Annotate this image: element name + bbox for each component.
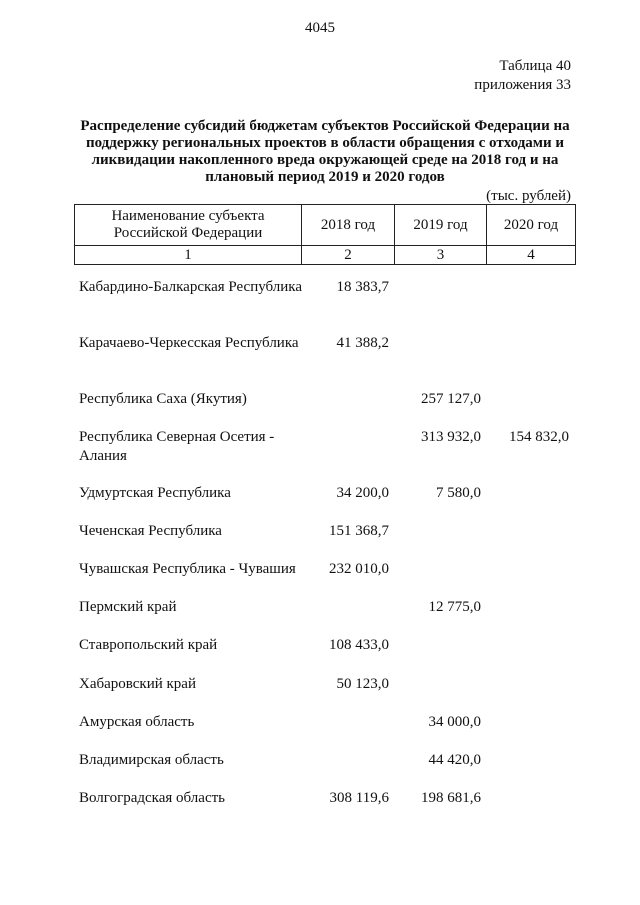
column-number: 3 bbox=[395, 246, 487, 265]
value-2018: 50 123,0 bbox=[336, 676, 389, 692]
subject-name: Республика Северная Осетия - Алания bbox=[79, 429, 275, 464]
column-numbers-row bbox=[75, 246, 576, 265]
header-year-2018: 2018 год bbox=[302, 205, 395, 246]
column-number: 1 bbox=[75, 246, 302, 265]
subject-name: Хабаровский край bbox=[79, 676, 196, 692]
subject-name: Владимирская область bbox=[79, 752, 224, 768]
value-2018: 34 200,0 bbox=[336, 485, 389, 501]
page-number: 4045 bbox=[305, 20, 335, 36]
units-label: (тыс. рублей) bbox=[486, 188, 571, 204]
value-2018: 41 388,2 bbox=[336, 335, 389, 351]
value-2019: 257 127,0 bbox=[421, 391, 481, 407]
value-2019: 198 681,6 bbox=[421, 790, 481, 806]
subject-name: Республика Саха (Якутия) bbox=[79, 391, 247, 407]
subject-name: Кабардино-Балкарская Республика bbox=[79, 279, 303, 295]
value-2019: 44 420,0 bbox=[428, 752, 481, 768]
value-2018: 151 368,7 bbox=[329, 523, 389, 539]
column-number: 4 bbox=[487, 246, 576, 265]
column-number: 2 bbox=[302, 246, 395, 265]
value-2019: 313 932,0 bbox=[421, 429, 481, 445]
header-subject-name: Наименование субъекта Российской Федерации bbox=[75, 205, 302, 246]
subject-name: Волгоградская область bbox=[79, 790, 225, 806]
document-title: Распределение субсидий бюджетам субъектов Российской Федерации на поддержку региональных проектов в области обращения с отходами и ликвидации накопленного вреда окружающей среде на 2018 год и на плановый период 2019 и 2020 годов bbox=[80, 118, 570, 185]
header-year-2019: 2019 год bbox=[395, 205, 487, 246]
value-2019: 34 000,0 bbox=[428, 714, 481, 730]
table-reference-line1: Таблица 40 bbox=[499, 58, 571, 74]
subject-name: Карачаево-Черкесская Республика bbox=[79, 335, 299, 351]
subject-name: Чувашская Республика - Чувашия bbox=[79, 561, 296, 577]
value-2019: 12 775,0 bbox=[428, 599, 481, 615]
subject-name: Чеченская Республика bbox=[79, 523, 222, 539]
subject-name: Ставропольский край bbox=[79, 637, 218, 653]
value-2019: 7 580,0 bbox=[436, 485, 481, 501]
header-year-2020: 2020 год bbox=[487, 205, 576, 246]
table-reference-line2: приложения 33 bbox=[474, 77, 571, 93]
table-reference bbox=[474, 57, 571, 95]
value-2018: 308 119,6 bbox=[329, 790, 389, 806]
header-row bbox=[75, 205, 576, 246]
subject-name: Удмуртская Республика bbox=[79, 485, 231, 501]
value-2018: 108 433,0 bbox=[329, 637, 389, 653]
subject-name: Пермский край bbox=[79, 599, 177, 615]
subject-name: Амурская область bbox=[79, 714, 195, 730]
value-2018: 18 383,7 bbox=[336, 279, 389, 295]
table-header bbox=[74, 204, 576, 265]
value-2020: 154 832,0 bbox=[509, 429, 569, 445]
value-2018: 232 010,0 bbox=[329, 561, 389, 577]
